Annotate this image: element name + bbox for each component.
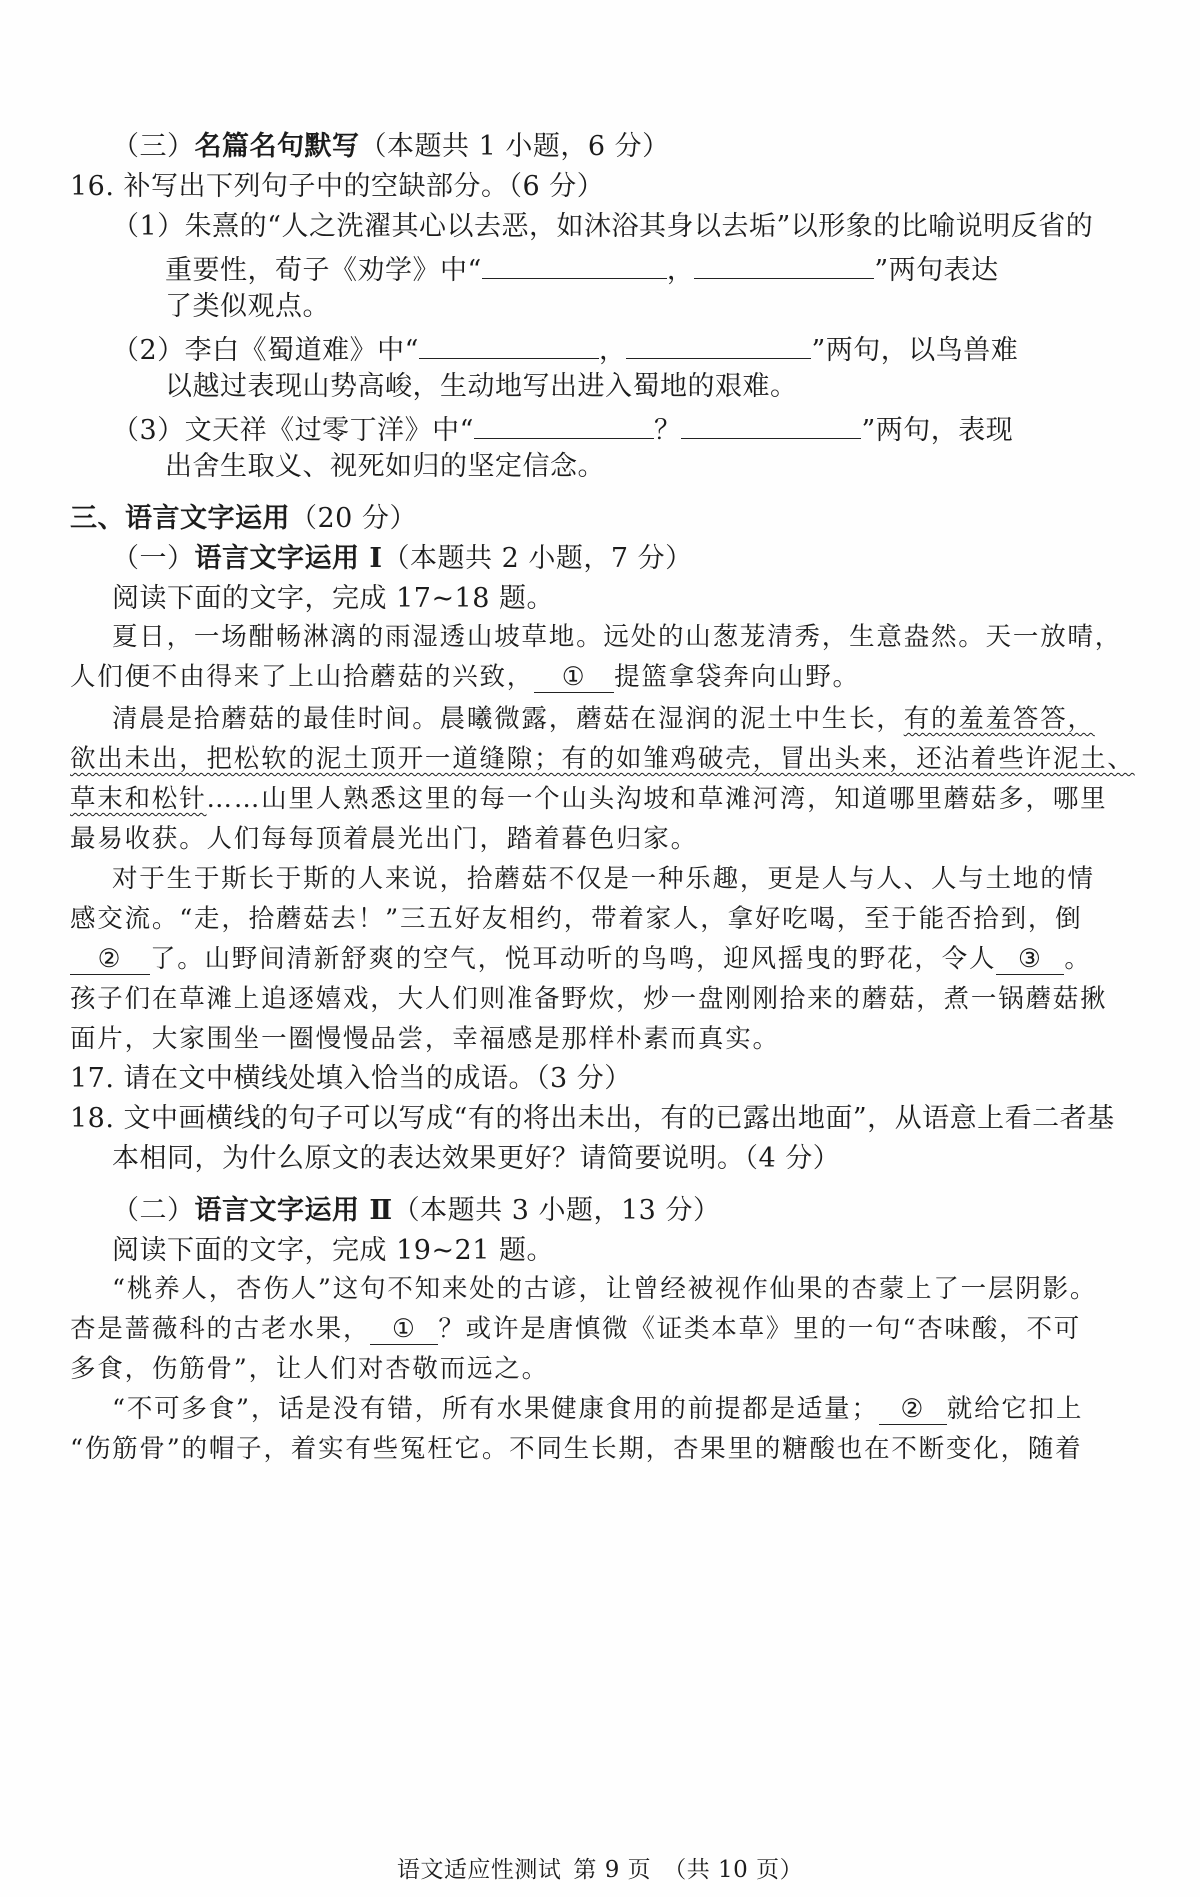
answer-blank-2[interactable]: ②: [879, 1394, 947, 1425]
passage1-para3-line4: 孩子们在草滩上追逐嬉戏，大人们则准备野炊，炒一盘刚刚拾来的蘑菇，煮一锅蘑菇揪: [70, 984, 1108, 1014]
question-16-part1-line3: 了类似观点。: [165, 291, 330, 322]
answer-blank-1[interactable]: ①: [370, 1314, 438, 1345]
passage1-para2-line2: [70, 742, 1135, 776]
section-heading-famous-lines: （三）名篇名句默写（本题共 1 小题，6 分）: [112, 131, 670, 162]
passage2-para2-line1: “不可多食”，话是没有错，所有水果健康食用的前提都是适量； ② 就给它扣上: [112, 1394, 1084, 1424]
answer-blank-2[interactable]: ②: [70, 944, 150, 975]
footer-title: 语文适应性测试: [396, 1857, 562, 1883]
part-three-heading: 三、语言文字运用（20 分）: [70, 503, 417, 534]
question-16-part1-line1: （1）朱熹的“人之洗濯其心以去恶，如沐浴其身以去垢”以形象的比喻说明反省的: [112, 211, 1094, 242]
answer-blank[interactable]: [482, 250, 667, 279]
passage1-para3-line5: 面片，大家围坐一圈慢慢品尝，幸福感是那样朴素而真实。: [70, 1024, 780, 1054]
answer-blank[interactable]: [626, 330, 811, 359]
question-16-part1-line2: 重要性，荀子《劝学》中“ ， ”两句表达: [165, 250, 999, 288]
passage1-para3-line2: 感交流。“走，拾蘑菇去！”三五好友相约，带着家人，拿好吃喝，至于能否拾到，倒: [70, 904, 1083, 934]
passage1-para1-line2: 人们便不由得来了上山拾蘑菇的兴致， ① 提篮拿袋奔向山野。: [70, 662, 860, 692]
passage1-para2-line3: 草末和松针……山里人熟悉这里的每一个山头沟坡和草滩河湾，知道哪里蘑菇多，哪里: [70, 784, 1108, 814]
passage2-para1-line1: “桃养人，杏伤人”这句不知来处的古谚，让曾经被视作仙果的杏蒙上了一层阴影。: [112, 1274, 1098, 1304]
question-18-line2: 本相同，为什么原文的表达效果更好？请简要说明。（4 分）: [112, 1143, 841, 1174]
passage1-para1-line1: 夏日，一场酣畅淋漓的雨湿透山坡草地。远处的山葱茏清秀，生意盎然。天一放晴，: [112, 622, 1123, 652]
footer-total-pages: （共 10 页）: [663, 1857, 804, 1883]
passage1-para3-line3: ② 了。山野间清新舒爽的空气，悦耳动听的鸟鸣，迎风摇曳的野花，令人 ③ 。: [70, 942, 1092, 976]
passage1-para2-line4: 最易收获。人们每每顶着晨光出门，踏着暮色归家。: [70, 824, 698, 854]
subsection-2-instruction: 阅读下面的文字，完成 19~21 题。: [112, 1235, 555, 1266]
answer-blank-1[interactable]: ①: [534, 662, 614, 693]
underlined-sentence: 欲出未出，把松软的泥土顶开一道缝隙；有的如雏鸡破壳，冒出头来，还沾着些许泥土、: [70, 744, 1135, 774]
passage2-para1-line2: 杏是蔷薇科的古老水果， ① ？或许是唐慎微《证类本草》里的一句“杏味酸，不可: [70, 1314, 1082, 1344]
page-footer: [0, 1851, 1200, 1884]
subsection-1-heading: （一）语言文字运用 Ⅰ（本题共 2 小题，7 分）: [112, 543, 693, 574]
answer-blank[interactable]: [681, 410, 861, 439]
answer-blank[interactable]: [474, 410, 654, 439]
question-16-part3-line2: 出舍生取义、视死如归的坚定信念。: [165, 451, 605, 482]
passage1-para2-line1: 清晨是拾蘑菇的最佳时间。晨曦微露，蘑菇在湿润的泥土中生长，有的羞羞答答，: [112, 704, 1095, 734]
question-18-line1: 18. 文中画横线的句子可以写成“有的将出未出，有的已露出地面”，从语意上看二者基: [70, 1103, 1115, 1134]
passage2-para1-line3: 多食，伤筋骨”，让人们对杏敬而远之。: [70, 1354, 549, 1384]
question-16-stem: 16. 补写出下列句子中的空缺部分。（6 分）: [70, 171, 605, 202]
question-17: 17. 请在文中横线处填入恰当的成语。（3 分）: [70, 1063, 632, 1094]
answer-blank-3[interactable]: ③: [996, 944, 1064, 975]
subsection-1-instruction: 阅读下面的文字，完成 17~18 题。: [112, 583, 555, 614]
footer-page-number: 第 9 页: [573, 1857, 652, 1883]
question-16-part2-line1: （2）李白《蜀道难》中“ ， ”两句，以鸟兽难: [112, 330, 1018, 368]
answer-blank[interactable]: [694, 250, 874, 279]
question-16-part2-line2: 以越过表现山势高峻，生动地写出进入蜀地的艰难。: [165, 371, 798, 402]
answer-blank[interactable]: [419, 330, 599, 359]
passage1-para3-line1: 对于生于斯长于斯的人来说，拾蘑菇不仅是一种乐趣，更是人与人、人与土地的情: [112, 864, 1095, 894]
underlined-sentence: 有的羞羞答答，: [903, 704, 1095, 734]
question-16-part3-line1: （3）文天祥《过零丁洋》中“ ？ ”两句，表现: [112, 410, 1013, 448]
passage2-para2-line2: “伤筋骨”的帽子，着实有些冤枉它。不同生长期，杏果里的糖酸也在不断变化，随着: [70, 1434, 1083, 1464]
subsection-2-heading: （二）语言文字运用 Ⅱ（本题共 3 小题，13 分）: [112, 1195, 721, 1226]
underlined-sentence: 草末和松针: [70, 784, 207, 814]
